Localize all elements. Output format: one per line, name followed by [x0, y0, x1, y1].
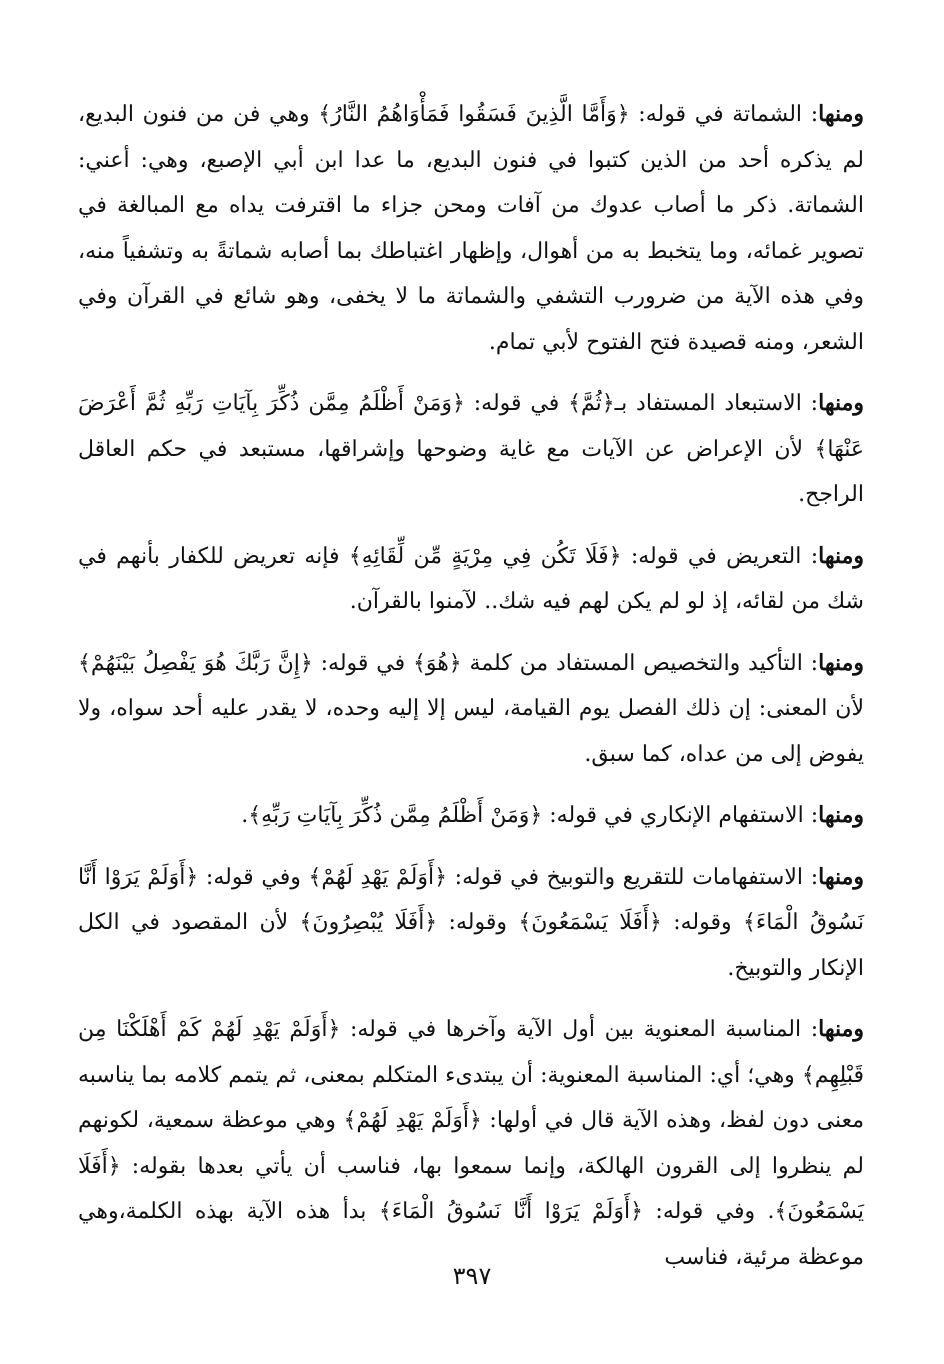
paragraph-istifham-inkari: [78, 793, 864, 839]
paragraph-lead: ومنها: [818, 802, 864, 828]
page-number: ٣٩٧: [452, 1262, 492, 1290]
paragraph-text: : الشماتة في قوله: ﴿وَأَمَّا الَّذِينَ فَسَقُوا فَمَأْوَاهُمُ النَّارُ﴾ وهي فن من فنون البديع، لم يذكره أحد من الذين كتبوا في فنون البديع، ما عدا ابن أبي الإصبع، وهي: أعني: الشماتة. ذكر ما أصاب عدوك من آفات ومحن جزاء ما اقترفت يداه مع المبالغة في تصوير غمائه، وما يتخبط به من أهوال، وإظهار اغتباطك بما أصابه شماتةً به وتشفياً منه، وفي هذه الآية من ضرورب التشفي والشماتة ما لا يخفى، وهو شائع في القرآن وفي الشعر، ومنه قصيدة فتح الفتوح لأبي تمام.: [78, 102, 864, 355]
paragraph-shamata: [78, 92, 864, 365]
paragraph-text: : المناسبة المعنوية بين أول الآية وآخرها في قوله: ﴿أَوَلَمْ يَهْدِ لَهُمْ كَمْ أَهْلَكْنَا مِن قَبْلِهِم﴾ وهي؛ أي: المناسبة المعنوية: أن يبتدىء المتكلم بمعنى، ثم يتمم كلامه بما يناسبه معنى دون لفظ، وهذه الآية قال في أولها: ﴿أَوَلَمْ يَهْدِ لَهُمْ﴾ وهي موعظة سمعية، لكونهم لم ينظروا إلى القرون الهالكة، وإنما سمعوا بها، فناسب أن يأتي بعدها بقوله: ﴿أَفَلَا يَسْمَعُونَ﴾. وفي قوله: ﴿أَوَلَمْ يَرَوْا أَنَّا نَسُوقُ الْمَاءَ﴾ بدأ هذه الآية بهذه الكلمة،وهي موعظة مرئية، فناسب: [78, 1017, 864, 1270]
paragraph-lead: ومنها: [818, 390, 864, 416]
body-text: [78, 92, 864, 1280]
paragraph-takid: [78, 641, 864, 778]
paragraph-text: : التأكيد والتخصيص المستفاد من كلمة ﴿هُوَ﴾ في قوله: ﴿إِنَّ رَبَّكَ هُوَ يَفْصِلُ بَيْنَهُمْ﴾ لأن المعنى: إن ذلك الفصل يوم القيامة، ليس إلا إليه وحده، لا يقدر عليه أحد سواه، ولا يفوض إلى من عداه، كما سبق.: [78, 650, 864, 767]
paragraph-text: : الاستبعاد المستفاد بـ﴿ثُمَّ﴾ في قوله: ﴿وَمَنْ أَظْلَمُ مِمَّن ذُكِّرَ بِآيَاتِ رَبِّهِ ثُمَّ أَعْرَضَ عَنْهَا﴾ لأن الإعراض عن الآيات مع غاية وضوحها وإشراقها، مستبعد في حكم العاقل الراجح.: [78, 391, 864, 507]
paragraph-lead: ومنها: [818, 1016, 864, 1042]
paragraph-lead: ومنها: [818, 101, 864, 127]
paragraph-lead: ومنها: [818, 542, 864, 569]
paragraph-istibad: [78, 381, 864, 518]
paragraph-text: : الاستفهام الإنكاري في قوله: ﴿وَمَنْ أَظْلَمُ مِمَّن ذُكِّرَ بِآيَاتِ رَبِّهِ﴾.: [241, 803, 819, 828]
paragraph-istifhamat: [78, 855, 864, 992]
paragraph-lead: ومنها: [818, 649, 864, 676]
paragraph-munasaba: [78, 1007, 864, 1280]
paragraph-text: : الاستفهامات للتقريع والتوبيخ في قوله: ﴿أَوَلَمْ يَهْدِ لَهُمْ﴾ وفي قوله: ﴿أَوَلَمْ يَرَوْا أَنَّا نَسُوقُ الْمَاءَ﴾ وقوله: ﴿أَفَلَا يَسْمَعُونَ﴾ وقوله: ﴿أَفَلَا يُبْصِرُونَ﴾ لأن المقصود في الكل الإنكار والتوبيخ.: [78, 864, 864, 981]
paragraph-lead: ومنها: [818, 863, 864, 890]
paragraph-text: : التعريض في قوله: ﴿فَلَا تَكُن فِي مِرْيَةٍ مِّن لِّقَائِهِ﴾ فإنه تعريض للكفار بأنهم في شك من لقائه، إذ لو لم يكن لهم فيه شك.. لآمنوا بالقرآن.: [78, 543, 864, 614]
paragraph-tarid: [78, 534, 864, 625]
